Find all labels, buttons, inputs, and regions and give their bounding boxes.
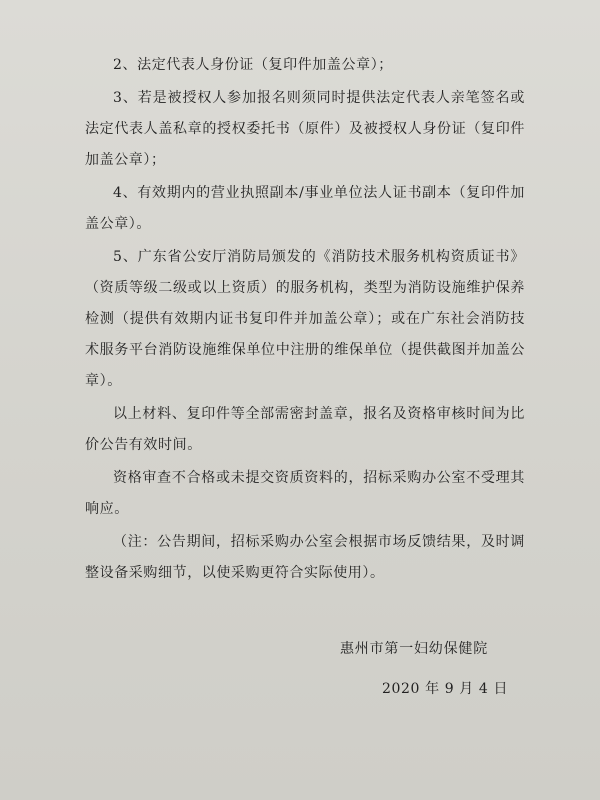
paragraph-materials-note: 以上材料、复印件等全部需密封盖章，报名及资格审核时间为比价公告有效时间。 bbox=[85, 406, 525, 453]
signature-date: 2020 年 9 月 4 日 bbox=[382, 681, 509, 697]
paragraph-remark: （注：公告期间，招标采购办公室会根据市场反馈结果，及时调整设备采购细节，以使采购更符合实际使用）。 bbox=[85, 534, 525, 581]
paragraph-item-3: 3、若是被授权人参加报名则须同时提供法定代表人亲笔签名或法定代表人盖私章的授权委托书（原件）及被授权人身份证（复印件加盖公章）； bbox=[85, 90, 525, 168]
paragraph-item-2: 2、法定代表人身份证（复印件加盖公章）； bbox=[113, 57, 393, 73]
signature-block bbox=[0, 638, 600, 698]
paragraph-item-4: 4、有效期内的营业执照副本/事业单位法人证书副本（复印件加盖公章）。 bbox=[85, 185, 525, 232]
signature-organization: 惠州市第一妇幼保健院 bbox=[340, 641, 488, 657]
document-body bbox=[85, 50, 525, 589]
paragraph-qualification-review: 资格审查不合格或未提交资质资料的，招标采购办公室不受理其响应。 bbox=[85, 470, 525, 517]
paragraph-item-5: 5、广东省公安厅消防局颁发的《消防技术服务机构资质证书》（资质等级二级或以上资质）的服务机构，类型为消防设施维护保养检测（提供有效期内证书复印件并加盖公章）；或在广东社会消防技术服务平台消防设施维保单位中注册的维保单位（提供截图并加盖公章）。 bbox=[85, 249, 525, 389]
